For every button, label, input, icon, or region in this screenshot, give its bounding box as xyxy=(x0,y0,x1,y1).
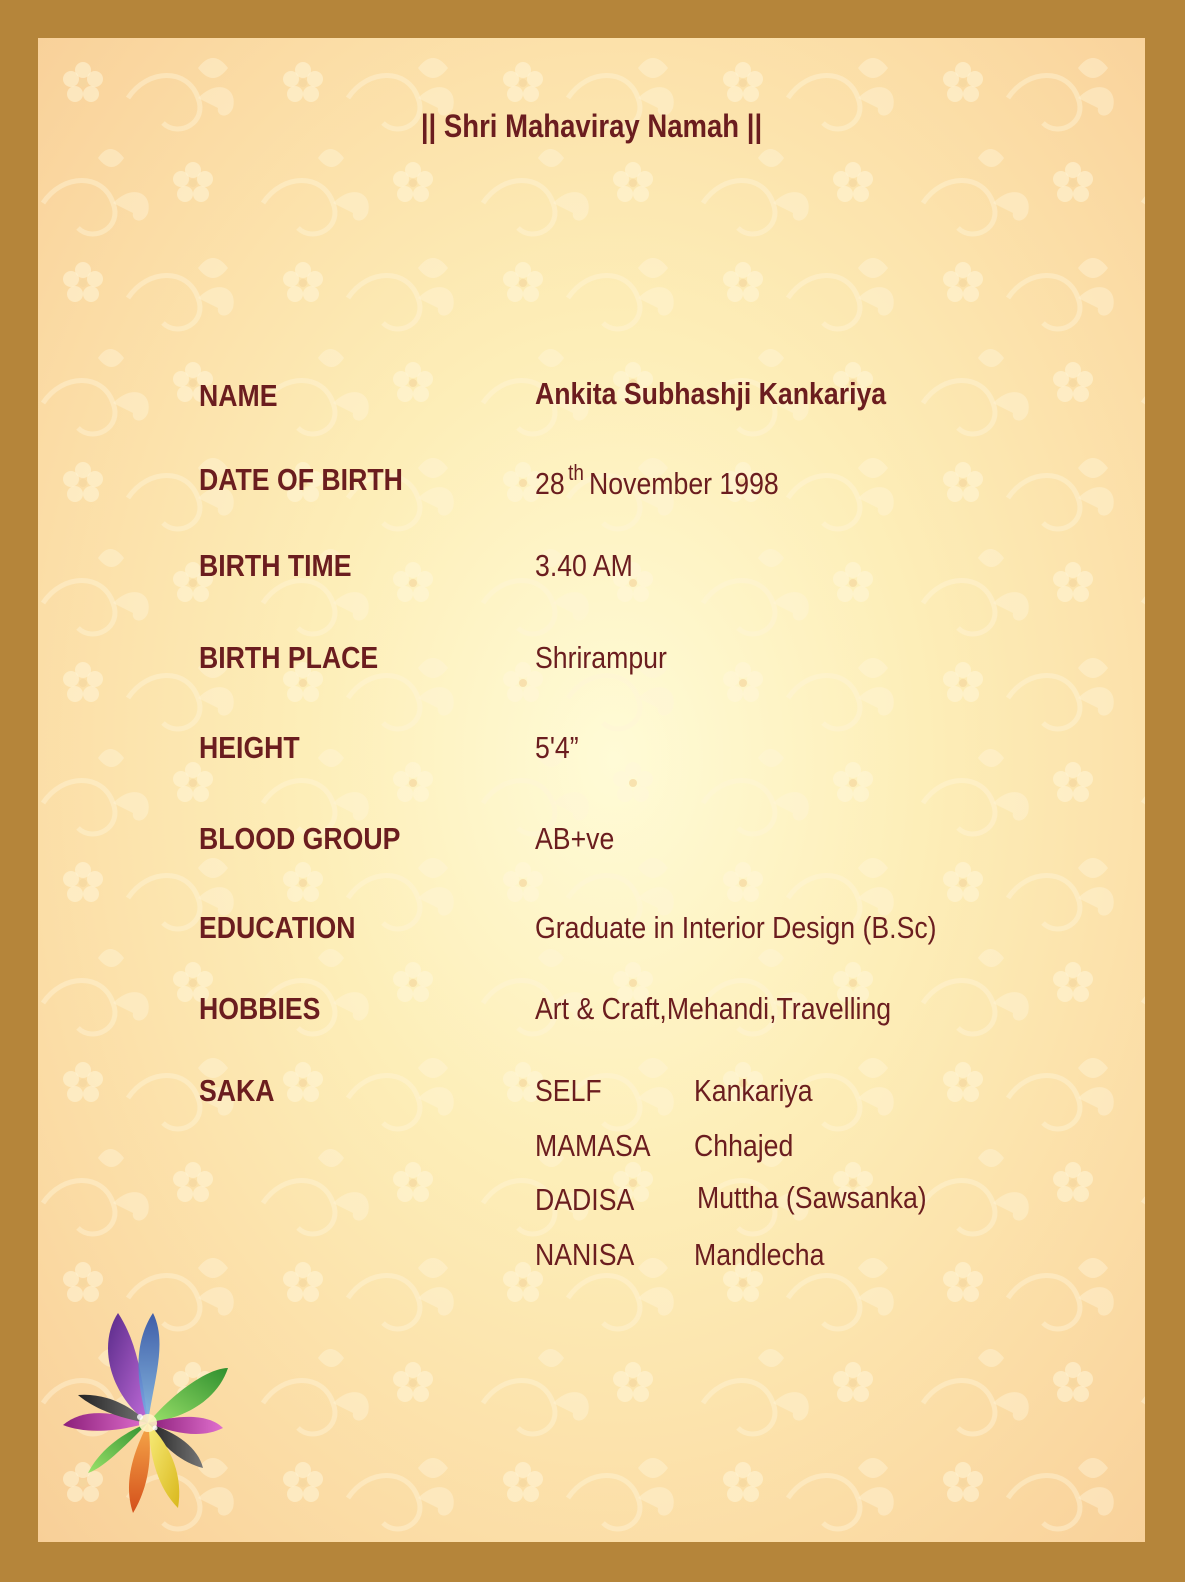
field-row-hobbies xyxy=(38,991,1145,1037)
height-value: 5'4” xyxy=(535,730,579,765)
birth-time-label: BIRTH TIME xyxy=(199,548,352,583)
saka-label: SAKA xyxy=(199,1073,275,1108)
saka-row xyxy=(38,1237,1145,1283)
education-label: EDUCATION xyxy=(199,910,356,945)
lotus-flower-icon xyxy=(38,1298,238,1528)
biodata-card xyxy=(38,38,1145,1542)
saka-surname: Chhajed xyxy=(694,1128,794,1163)
saka-row xyxy=(38,1128,1145,1174)
saka-relation: MAMASA xyxy=(535,1128,651,1163)
saka-relation: SELF xyxy=(535,1073,602,1108)
education-value: Graduate in Interior Design (B.Sc) xyxy=(535,910,937,945)
saka-surname: Muttha (Sawsanka) xyxy=(697,1180,927,1215)
field-row-height xyxy=(38,730,1145,776)
saka-row xyxy=(38,1182,1145,1228)
name-label: NAME xyxy=(199,378,278,413)
height-label: HEIGHT xyxy=(199,730,300,765)
field-row-birth-place xyxy=(38,640,1145,686)
field-row-education xyxy=(38,910,1145,956)
birth-place-value: Shrirampur xyxy=(535,640,667,675)
birth-time-value: 3.40 AM xyxy=(535,548,633,583)
blood-group-value: AB+ve xyxy=(535,821,615,856)
dob-day: 28 xyxy=(535,466,565,501)
name-value: Ankita Subhashji Kankariya xyxy=(535,376,887,411)
dob-label: DATE OF BIRTH xyxy=(199,462,403,497)
field-row-birth-time xyxy=(38,548,1145,594)
hobbies-label: HOBBIES xyxy=(199,991,321,1026)
blood-group-label: BLOOD GROUP xyxy=(199,821,401,856)
field-row-name xyxy=(38,378,1145,424)
invocation-heading: || Shri Mahaviray Namah || xyxy=(420,108,763,144)
dob-month-year: November 1998 xyxy=(589,466,779,501)
field-row-dob xyxy=(38,462,1145,508)
field-row-blood-group xyxy=(38,821,1145,867)
hobbies-value: Art & Craft,Mehandi,Travelling xyxy=(535,991,892,1026)
dob-suffix: th xyxy=(568,460,584,485)
saka-surname: Mandlecha xyxy=(694,1237,825,1272)
saka-surname: Kankariya xyxy=(694,1073,813,1108)
saka-row xyxy=(38,1073,1145,1119)
birth-place-label: BIRTH PLACE xyxy=(199,640,379,675)
dob-value xyxy=(535,460,779,502)
saka-relation: DADISA xyxy=(535,1182,635,1217)
saka-relation: NANISA xyxy=(535,1237,635,1272)
